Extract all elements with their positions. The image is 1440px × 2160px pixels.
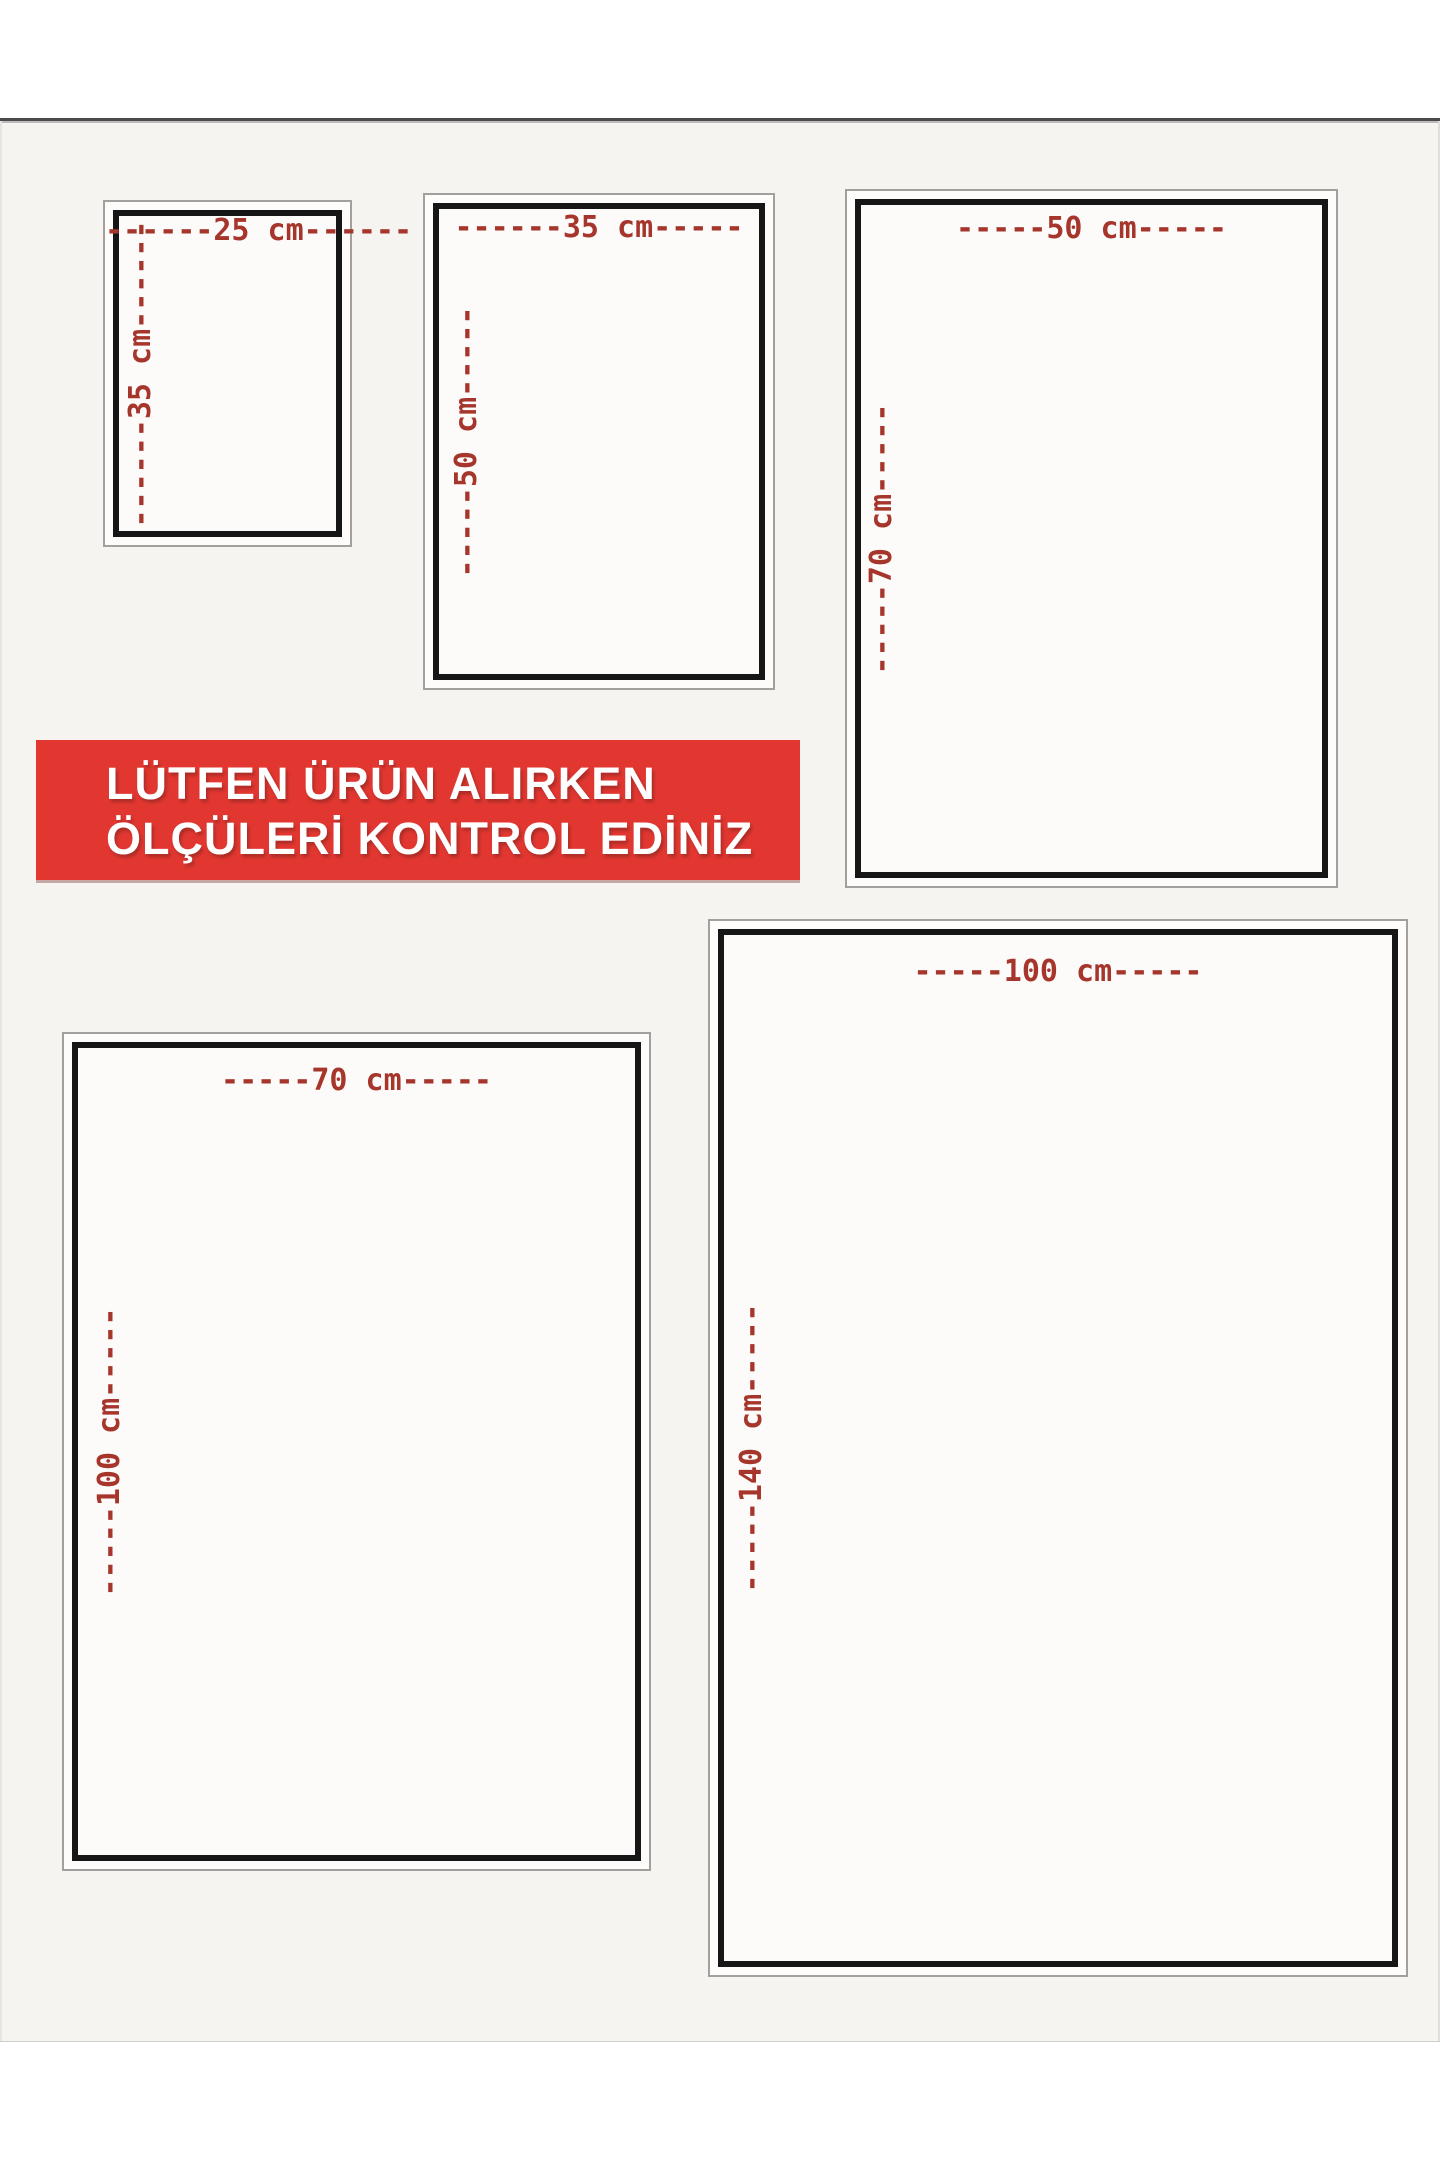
size-box-25x35 <box>103 200 413 547</box>
width-label-35cm: ------35 cm----- <box>454 210 744 245</box>
width-label-70cm: -----70 cm----- <box>221 1063 492 1098</box>
notice-banner <box>36 740 800 880</box>
size-box-50x70 <box>845 189 1338 888</box>
size-box-70x100 <box>62 1032 651 1871</box>
height-label-140cm: -----140 cm----- <box>734 1303 769 1593</box>
size-box-100x140 <box>708 919 1408 1977</box>
width-label-100cm: -----100 cm----- <box>913 954 1203 989</box>
notice-banner-line-1: LÜTFEN ÜRÜN ALIRKEN <box>106 758 656 809</box>
notice-banner-line-2: ÖLÇÜLERİ KONTROL EDİNİZ <box>106 813 754 864</box>
width-label-25cm: ------25 cm------ <box>105 213 413 248</box>
size-box-35x50 <box>423 193 775 690</box>
width-label-50cm: -----50 cm----- <box>956 211 1227 246</box>
size-box-50x70-frame <box>855 199 1328 878</box>
size-box-100x140-frame <box>718 929 1398 1967</box>
size-box-70x100-frame <box>72 1042 641 1861</box>
height-label-100cm: -----100 cm----- <box>92 1307 127 1596</box>
height-label-50cm: -----50 cm----- <box>449 306 484 577</box>
height-label-70cm: -----70 cm----- <box>864 403 899 674</box>
height-label-35cm: ------35 cm------ <box>123 219 158 528</box>
